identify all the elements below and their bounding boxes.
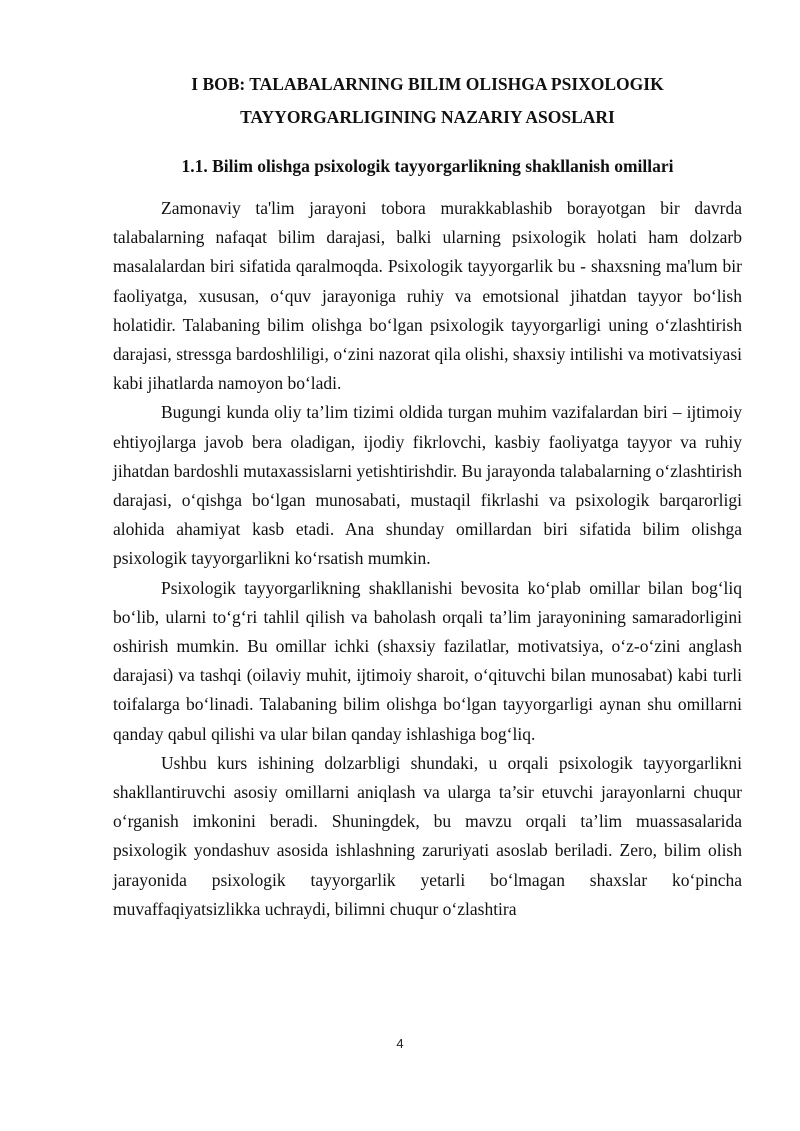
chapter-title-line-2: TAYYORGARLIGINING NAZARIY ASOSLARI	[240, 107, 615, 127]
page-number: 4	[396, 1036, 404, 1051]
paragraph-4: Ushbu kurs ishining dolzarbligi shundaki, u orqali psixologik tayyorgarlikni shakllantiruvchi asosiy omillarni aniqlash va ularga ta’sir etuvchi jarayonlarni chuqur o‘rganish imkonini beradi. Shuningdek, bu mavzu orqali ta’lim muassasalarida psixologik yondashuv asosida ishlashning zaruriyati asoslab beriladi. Zero, bilim olish jarayonida psixologik tayyorgarlik yetarli bo‘lmagan shaxslar ko‘pincha muvaffaqiyatsizlikka uchraydi, bilimni chuqur o‘zlashtira	[113, 752, 742, 919]
paragraph-2: Bugungi kunda oliy ta’lim tizimi oldida turgan muhim vazifalardan biri – ijtimoiy ehtiyojlarga javob bera oladigan, ijodiy fikrlovchi, kasbiy faoliyatga tayyor va ruhiy jihatdan bardoshli mutaxassislarni yetishtirishdir. Bu jarayonda talabalarning o‘zlashtirish darajasi, o‘qishga bo‘lgan munosabati, mustaqil fikrlashi va psixologik barqarorligi alohida ahamiyat kasb etadi. Ana shunday omillardan biri sifatida bilim olishga psixologik tayyorgarlikni ko‘rsatish mumkin.	[113, 402, 742, 569]
section-title: 1.1. Bilim olishga psixologik tayyorgarlikning shakllanish omillari	[181, 156, 674, 176]
paragraph-3: Psixologik tayyorgarlikning shakllanishi bevosita ko‘plab omillar bilan bog‘liq bo‘lib, ularni to‘g‘ri tahlil qilish va baholash orqali ta’lim jarayonining samaradorligini oshirish mumkin. Bu omillar ichki (shaxsiy fazilatlar, motivatsiya, o‘z-o‘zini anglash darajasi) va tashqi (oilaviy muhit, ijtimoiy sharoit, o‘qituvchi bilan munosabat) kabi turli toifalarga bo‘linadi. Talabaning bilim olishga bo‘lgan tayyorgarligi aynan shu omillarni qanday qabul qilishi va ular bilan qanday ishlashiga bog‘liq.	[113, 577, 742, 744]
document-page	[113, 68, 742, 924]
paragraph-1: Zamonaviy ta'lim jarayoni tobora murakkablashib borayotgan bir davrda talabalarning nafaqat bilim darajasi, balki ularning psixologik holati ham dolzarb masalalardan biri sifatida qaralmoqda. Psixologik tayyorgarlik bu - shaxsning ma'lum bir faoliyatga, xususan, o‘quv jarayoniga ruhiy va emotsional jihatdan tayyor bo‘lish holatidir. Talabaning bilim olishga bo‘lgan psixologik tayyorgarligi uning o‘zlashtirish darajasi, stressga bardoshliligi, o‘zini nazorat qila olishi, shaxsiy intilishi va motivatsiyasi kabi jihatlarda namoyon bo‘ladi.	[113, 198, 742, 394]
chapter-title-line-1: I BOB: TALABALARNING BILIM OLISHGA PSIXOLOGIK	[191, 74, 664, 94]
